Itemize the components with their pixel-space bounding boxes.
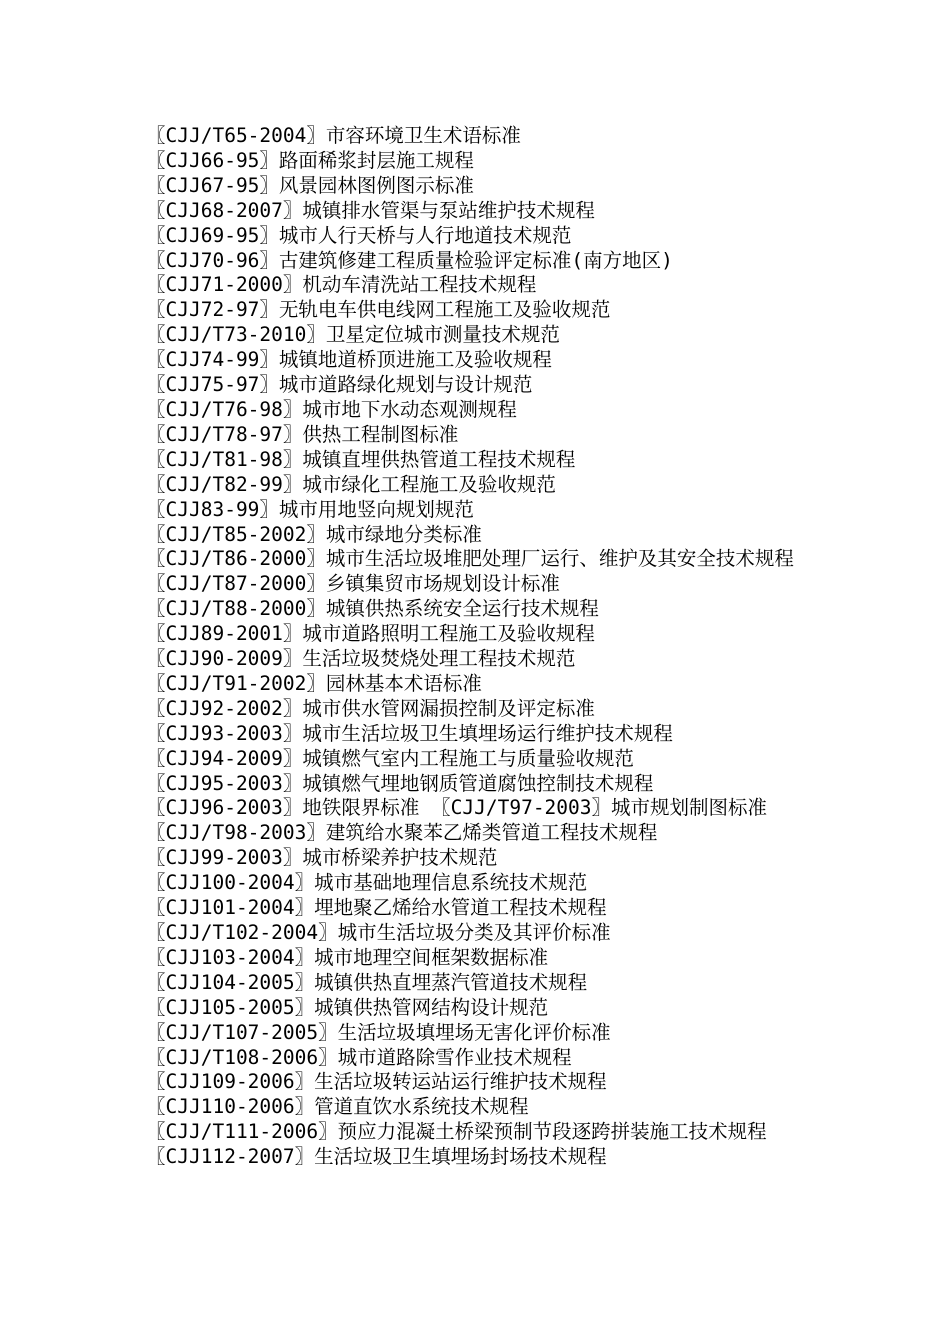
list-item: 〖CJJ112-2007〗生活垃圾卫生填埋场封场技术规程 — [146, 1145, 607, 1169]
list-item: 〖CJJ/T78-97〗供热工程制图标准 — [146, 422, 459, 446]
list-item: 〖CJJ67-95〗风景园林图例图示标准 — [146, 173, 474, 197]
list-item: 〖CJJ/T102-2004〗城市生活垃圾分类及其评价标准 — [146, 921, 611, 944]
list-item: 〖CJJ83-99〗城市用地竖向规划规范 — [146, 497, 474, 521]
list-item: 〖CJJ/T73-2010〗卫星定位城市测量技术规范 — [146, 323, 560, 347]
list-item: 〖CJJ74-99〗城镇地道桥顶进施工及验收规程 — [146, 348, 552, 372]
list-item: 〖CJJ/T111-2006〗预应力混凝土桥梁预制节段逐跨拼装施工技术规程 — [146, 1120, 767, 1144]
list-item: 〖CJJ93-2003〗城市生活垃圾卫生填埋场运行维护技术规程 — [146, 721, 673, 745]
list-item: 〖CJJ110-2006〗管道直饮水系统技术规程 — [146, 1095, 529, 1119]
list-item: 〖CJJ/T86-2000〗城市生活垃圾堆肥处理厂运行、维护及其安全技术规程 — [146, 547, 794, 571]
list-item: 〖CJJ/T88-2000〗城镇供热系统安全运行技术规程 — [146, 597, 599, 621]
standards-list — [146, 124, 816, 1170]
list-item: 〖CJJ90-2009〗生活垃圾焚烧处理工程技术规范 — [146, 647, 576, 671]
list-item: 〖CJJ100-2004〗城市基础地理信息系统技术规范 — [146, 871, 588, 895]
list-item: 〖CJJ/T98-2003〗建筑给水聚苯乙烯类管道工程技术规程 — [146, 821, 658, 845]
list-item: 〖CJJ/T87-2000〗乡镇集贸市场规划设计标准 — [146, 572, 560, 596]
list-item: 〖CJJ/T107-2005〗生活垃圾填埋场无害化评价标准 — [146, 1020, 611, 1044]
list-item: 〖CJJ71-2000〗机动车清洗站工程技术规程 — [146, 273, 537, 297]
list-item: 〖CJJ75-97〗城市道路绿化规划与设计规范 — [146, 373, 533, 397]
list-item: 〖CJJ105-2005〗城镇供热管网结构设计规范 — [146, 995, 549, 1019]
list-item: 〖CJJ89-2001〗城市道路照明工程施工及验收规程 — [146, 622, 595, 646]
list-item: 〖CJJ/T91-2002〗园林基本术语标准 — [146, 671, 482, 695]
list-item: 〖CJJ/T85-2002〗城市绿地分类标准 — [146, 522, 482, 546]
list-item: 〖CJJ109-2006〗生活垃圾转运站运行维护技术规程 — [146, 1070, 607, 1094]
list-item: 〖CJJ68-2007〗城镇排水管渠与泵站维护技术规程 — [146, 198, 595, 222]
list-item: 〖CJJ104-2005〗城镇供热直埋蒸汽管道技术规程 — [146, 970, 588, 994]
list-item: 〖CJJ66-95〗路面稀浆封层施工规程 — [146, 148, 474, 172]
list-item: 〖CJJ70-96〗古建筑修建工程质量检验评定标准(南方地区) — [146, 248, 673, 272]
list-item: 〖CJJ95-2003〗城镇燃气埋地钢质管道腐蚀控制技术规程 — [146, 771, 654, 795]
list-item: 〖CJJ/T81-98〗城镇直埋供热管道工程技术规程 — [146, 447, 576, 471]
list-item: 〖CJJ99-2003〗城市桥梁养护技术规范 — [146, 846, 498, 870]
list-item: 〖CJJ92-2002〗城市供水管网漏损控制及评定标准 — [146, 696, 595, 720]
list-item: 〖CJJ72-97〗无轨电车供电线网工程施工及验收规范 — [146, 298, 611, 322]
list-item: 〖CJJ/T76-98〗城市地下水动态观测规程 — [146, 397, 517, 421]
list-item: 〖CJJ96-2003〗地铁限界标准 〖CJJ/T97-2003〗城市规划制图标准 — [146, 796, 768, 820]
list-item: 〖CJJ/T108-2006〗城市道路除雪作业技术规程 — [146, 1045, 572, 1069]
list-item: 〖CJJ103-2004〗城市地理空间框架数据标准 — [146, 945, 549, 969]
list-item: 〖CJJ/T82-99〗城市绿化工程施工及验收规范 — [146, 472, 556, 496]
list-item: 〖CJJ101-2004〗埋地聚乙烯给水管道工程技术规程 — [146, 896, 607, 920]
list-item: 〖CJJ94-2009〗城镇燃气室内工程施工与质量验收规范 — [146, 746, 634, 770]
list-item: 〖CJJ/T65-2004〗市容环境卫生术语标准 — [146, 124, 521, 147]
list-item: 〖CJJ69-95〗城市人行天桥与人行地道技术规范 — [146, 223, 572, 247]
